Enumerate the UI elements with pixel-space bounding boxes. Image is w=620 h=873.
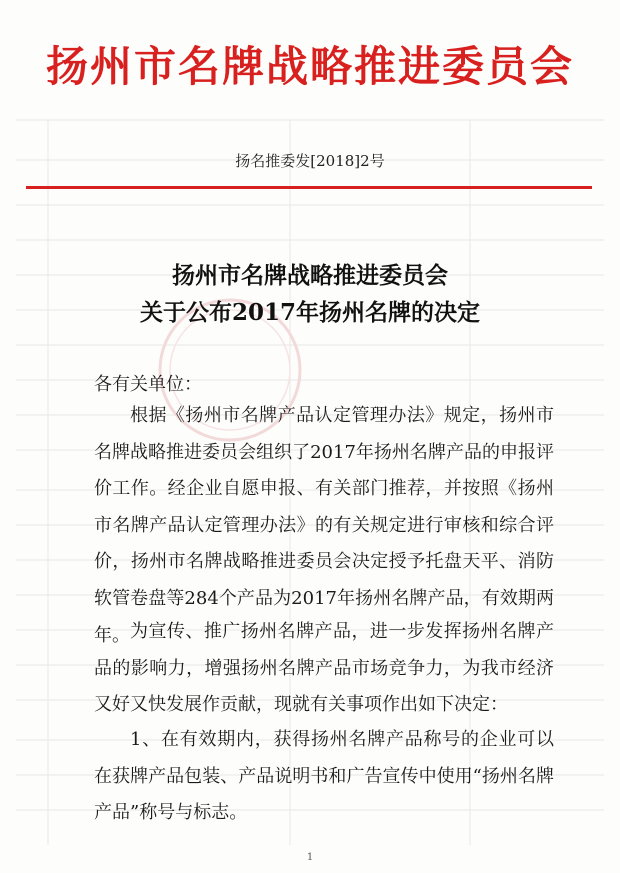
salutation: 各有关单位： xyxy=(94,374,202,395)
document-title-line1: 扬州市名牌战略推进委员会 xyxy=(172,262,448,289)
issuer-header: 扬州市名牌战略推进委员会 xyxy=(45,42,574,91)
document-number: 扬名推委发[2018]2号 xyxy=(235,152,385,170)
body-paragraph-2: 为宣传、推广扬州名牌产品，进一步发挥扬州名牌产品的影响力，增强扬州名牌产品市场竞争力，为我市经济又好又快发展作贡献，现就有关事项作出如下决定： xyxy=(94,621,554,716)
page-number: 1 xyxy=(306,852,314,863)
body-paragraph-3: 1、在有效期内，获得扬州名牌产品称号的企业可以在获牌产品包装、产品说明书和广告宣传中使用“扬州名牌产品”称号与标志。 xyxy=(94,729,554,824)
body-paragraph-1: 根据《扬州市名牌产品认定管理办法》规定，扬州市名牌战略推进委员会组织了2017年扬州名牌产品的申报评价工作。经企业自愿申报、有关部门推荐，并按照《扬州市名牌产品认定管理办法》的有关规定进行审核和综合评价，扬州市名牌战略推进委员会决定授予托盘天平、消防软管卷盘等284个产品为2017年扬州名牌产品，有效期两年。 xyxy=(94,405,554,646)
red-separator-line xyxy=(26,186,592,189)
document-title-line2: 关于公布2017年扬州名牌的决定 xyxy=(139,299,480,326)
